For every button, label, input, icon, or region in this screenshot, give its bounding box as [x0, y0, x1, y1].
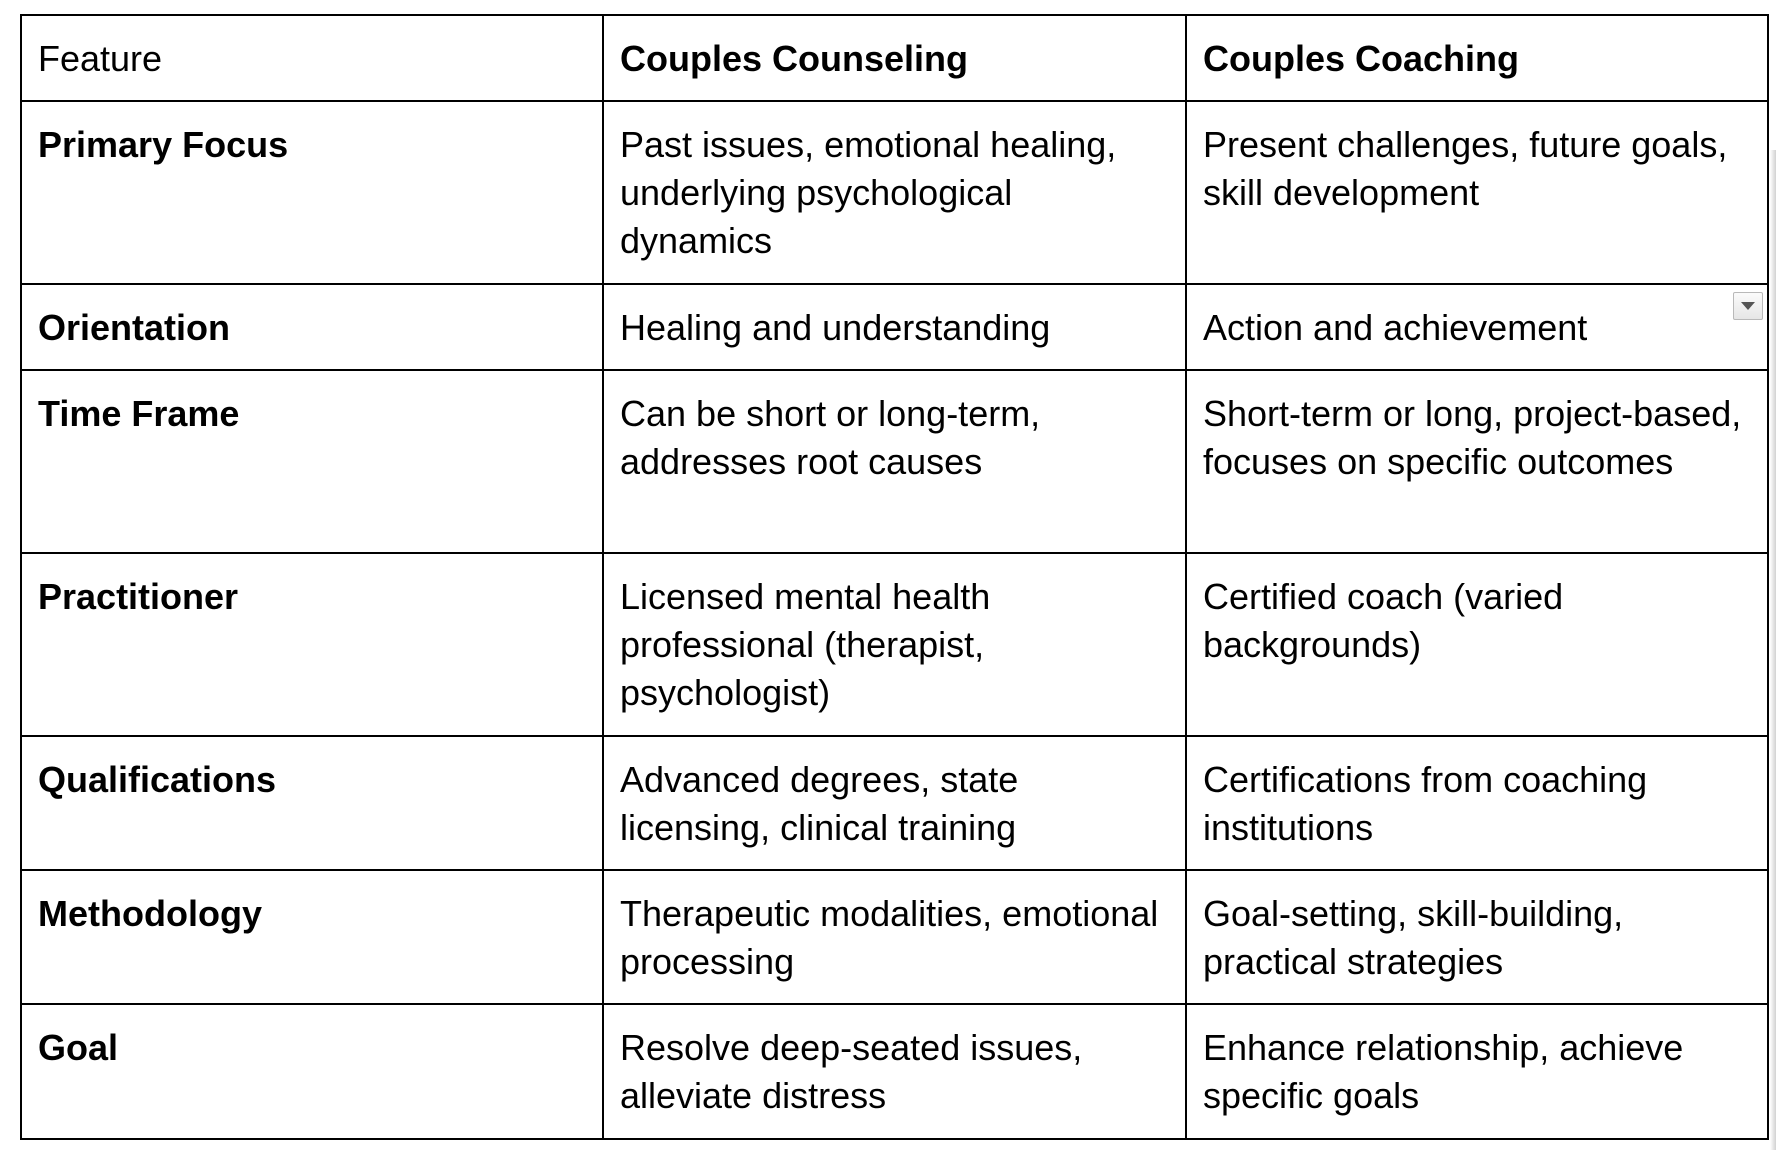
coaching-cell[interactable]: Certified coach (varied backgrounds) [1186, 553, 1768, 736]
coaching-cell[interactable]: Action and achievement [1186, 284, 1768, 370]
coaching-cell[interactable]: Enhance relationship, achieve specific goals [1186, 1004, 1768, 1139]
scrollbar-edge-shadow [1770, 150, 1776, 1150]
coaching-cell[interactable]: Goal-setting, skill-building, practical strategies [1186, 870, 1768, 1004]
table-row [21, 553, 1768, 736]
feature-cell[interactable]: Primary Focus [21, 101, 603, 284]
coaching-cell[interactable]: Certifications from coaching institutions [1186, 736, 1768, 870]
counseling-cell[interactable]: Can be short or long-term, addresses root causes [603, 370, 1186, 553]
comparison-table-container [20, 14, 1769, 1140]
counseling-cell[interactable]: Healing and understanding [603, 284, 1186, 370]
coaching-cell[interactable]: Short-term or long, project-based, focuses on specific outcomes [1186, 370, 1768, 553]
counseling-cell[interactable]: Licensed mental health professional (therapist, psychologist) [603, 553, 1186, 736]
counseling-cell[interactable]: Advanced degrees, state licensing, clinical training [603, 736, 1186, 870]
feature-cell[interactable]: Methodology [21, 870, 603, 1004]
feature-cell[interactable]: Time Frame [21, 370, 603, 553]
table-row [21, 736, 1768, 870]
table-row [21, 1004, 1768, 1139]
coaching-cell[interactable]: Present challenges, future goals, skill development [1186, 101, 1768, 284]
feature-cell[interactable]: Orientation [21, 284, 603, 370]
header-cell-feature[interactable]: Feature [21, 15, 603, 101]
counseling-cell[interactable]: Past issues, emotional healing, underlying psychological dynamics [603, 101, 1186, 284]
table-row [21, 101, 1768, 284]
chevron-down-icon [1741, 302, 1755, 310]
table-row [21, 870, 1768, 1004]
cell-dropdown-button[interactable] [1733, 292, 1763, 320]
counseling-cell[interactable]: Therapeutic modalities, emotional processing [603, 870, 1186, 1004]
feature-cell[interactable]: Qualifications [21, 736, 603, 870]
feature-cell[interactable]: Goal [21, 1004, 603, 1139]
header-cell-coaching[interactable]: Couples Coaching [1186, 15, 1768, 101]
counseling-cell[interactable]: Resolve deep-seated issues, alleviate distress [603, 1004, 1186, 1139]
header-cell-counseling[interactable]: Couples Counseling [603, 15, 1186, 101]
table-row [21, 284, 1768, 370]
table-row [21, 370, 1768, 553]
table-header-row [21, 15, 1768, 101]
feature-cell[interactable]: Practitioner [21, 553, 603, 736]
comparison-table [20, 14, 1769, 1140]
